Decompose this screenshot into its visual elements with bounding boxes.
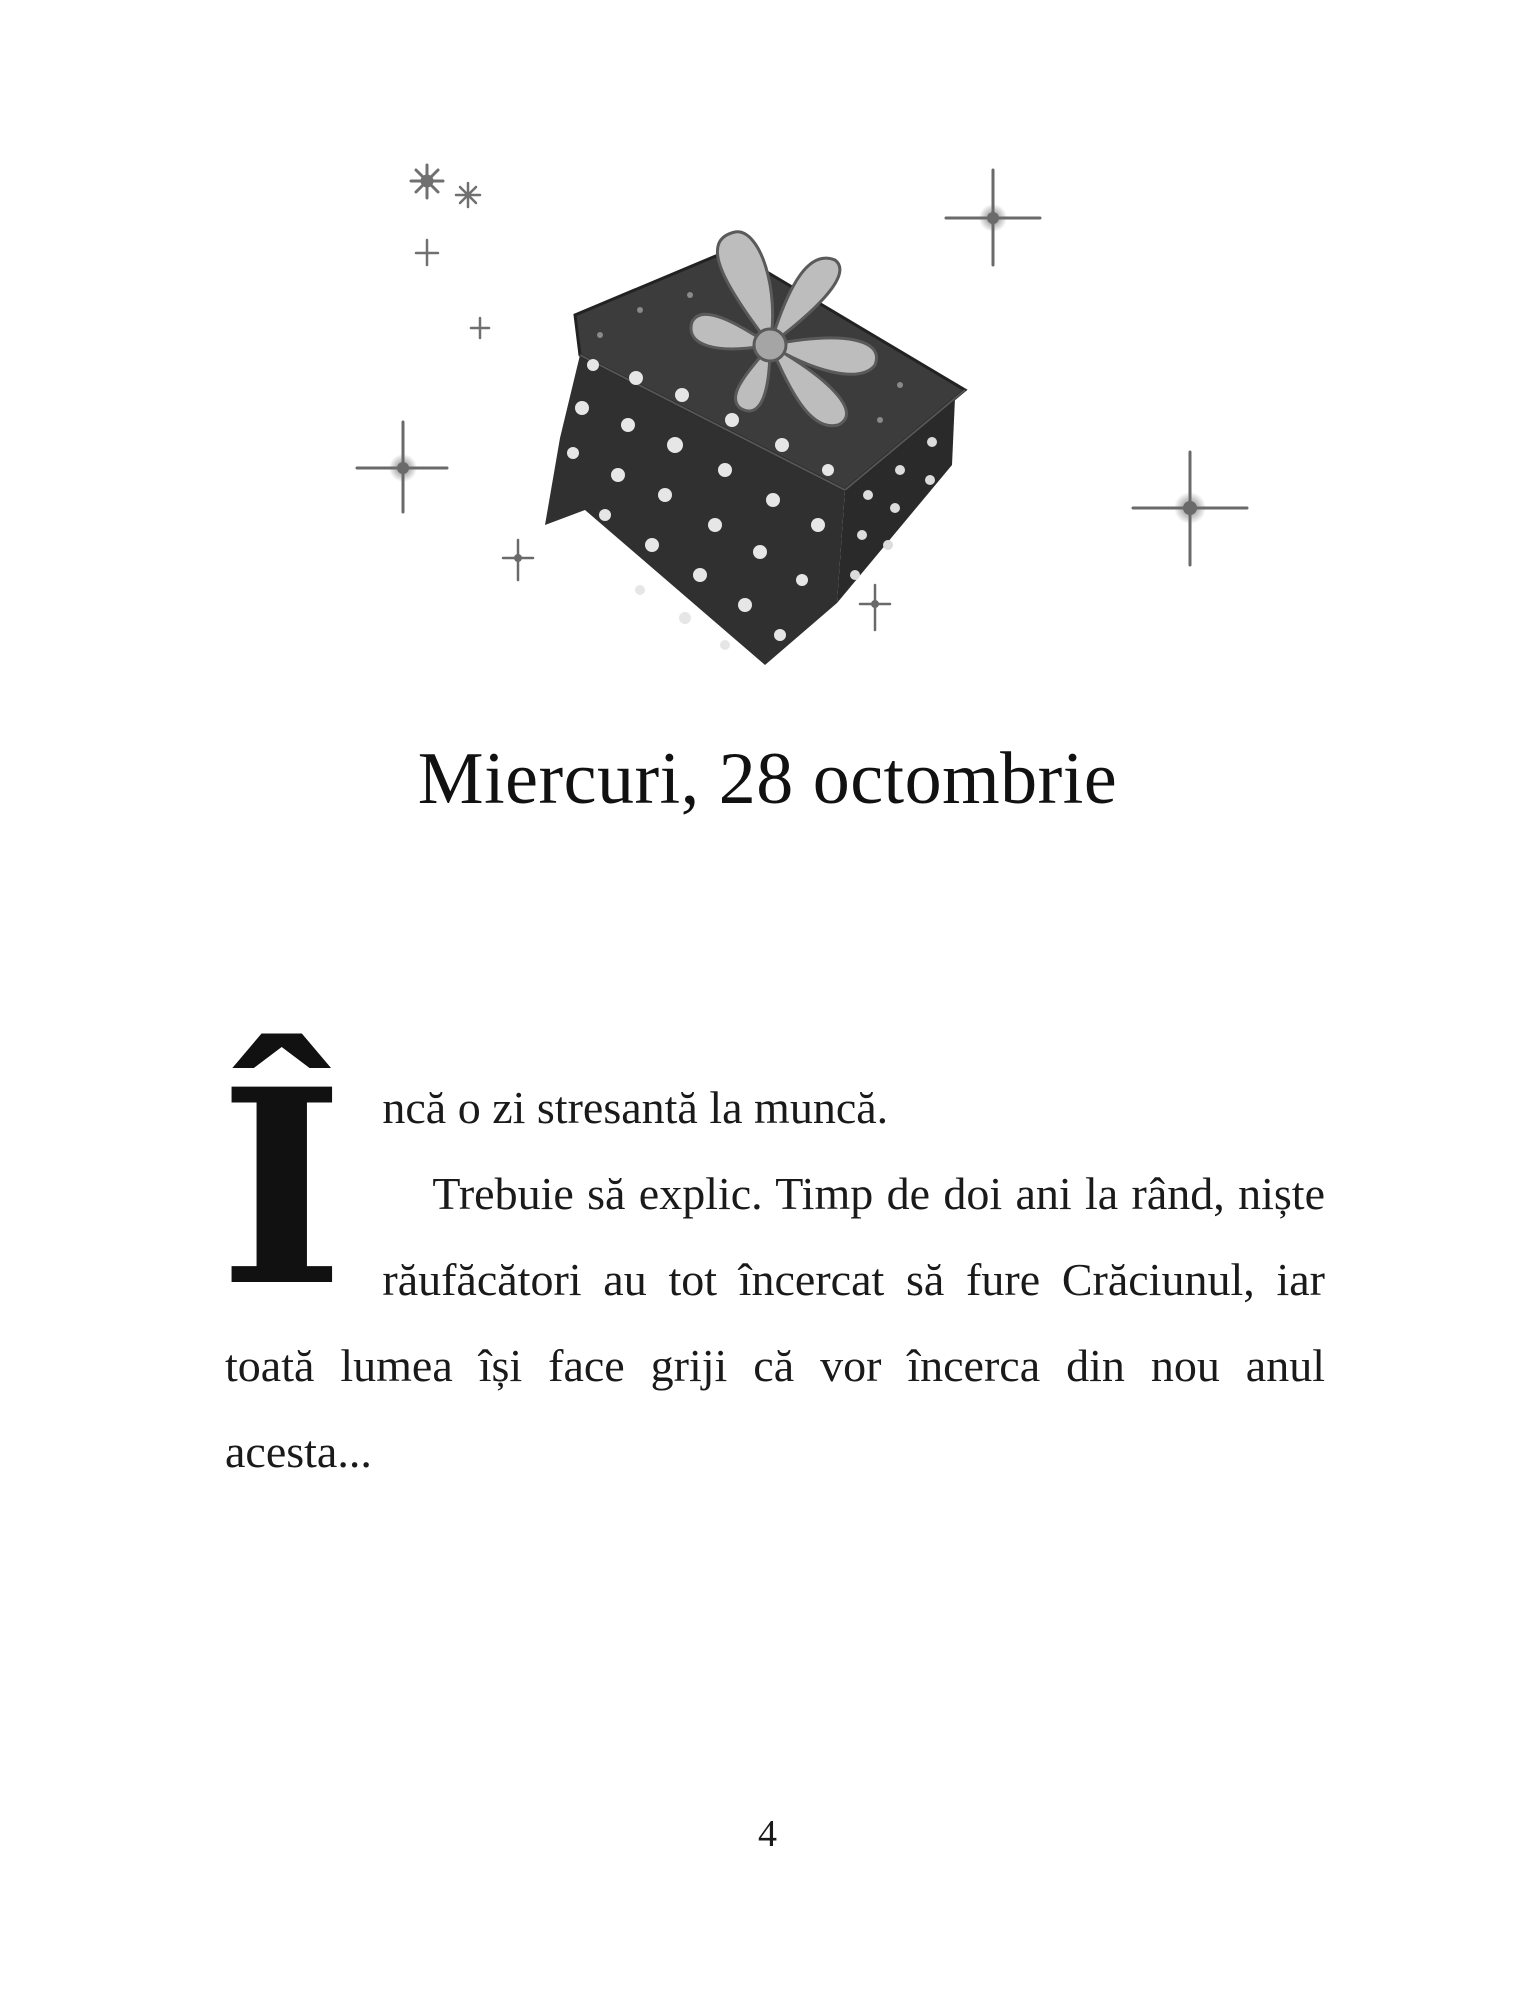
sparkle-icon [411, 165, 443, 198]
sparkle-icon [471, 318, 489, 338]
drop-cap: Î [219, 1031, 345, 1346]
sparkle-icon [357, 422, 447, 512]
gift-box [545, 232, 965, 665]
chapter-title: Miercuri, 28 octombrie [417, 738, 1118, 820]
sparkle-icon [416, 240, 438, 265]
sparkle-icon [946, 170, 1040, 265]
paragraph: Trebuie să explic. Timp de doi ani la rând, niște răufăcători au tot încercat să fure Crăciunul, iar toată lumea își face griji că vor încerca din nou anul acesta... [225, 1168, 1325, 1477]
sparkle-icon [456, 183, 480, 207]
chapter-body [219, 1031, 1325, 1495]
sparkle-icon [503, 540, 533, 580]
paragraph: ncă o zi stresantă la muncă. [382, 1082, 889, 1133]
sparkle-icon [860, 585, 890, 630]
gift-illustration [340, 140, 1270, 700]
sparkle-icon [1133, 452, 1247, 565]
page-number: 4 [758, 1813, 777, 1855]
